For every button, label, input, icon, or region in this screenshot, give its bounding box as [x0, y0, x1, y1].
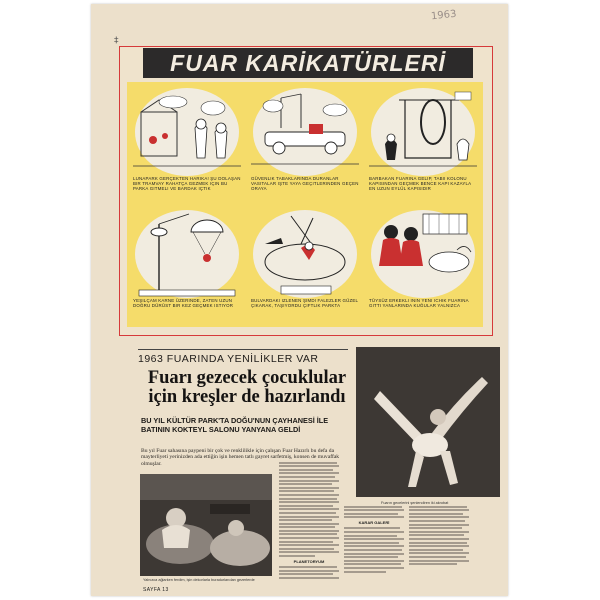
headline-line-1: Fuarı gezecek çocuklular: [147, 368, 347, 388]
page-folio: SAYFA 13: [143, 587, 169, 593]
cartoon-panel-4: [133, 210, 241, 322]
newspaper-page: [91, 4, 508, 596]
cartoon-panel-3: [369, 88, 477, 200]
cartoon-caption-5: BULVARDAKI IZLENEN ŞIMDI FALEZLER GÜZEL ÇIKARAK, TAŞIYORDU ÇIFTLIK PARKTA: [251, 298, 359, 308]
acrobats-photo: [356, 347, 500, 497]
column-subhead-1: PLANETORYUM: [293, 559, 325, 565]
cartoon-illustration-6: [369, 210, 477, 300]
article-headline: [137, 369, 357, 407]
kicker-rule: [138, 349, 348, 350]
article-column-1: [279, 460, 339, 580]
article-deck: [141, 416, 356, 434]
pencil-annotation: 1963: [430, 8, 457, 23]
cartoon-caption-4: YEŞILÇAM KARNE ÜZERINDE, ZATEN UZUN DOĞRU DÜRÜST BIR KEZ GEÇMEK ISTIYOR: [133, 298, 234, 308]
cartoon-caption-2: GÜVENLIK TABAKLARINDA DURANLAR VASITALAR IŞTE YAYA GEÇITLERINDEN GEÇEN ORAYA: [251, 176, 359, 191]
cartoon-illustration-3: [369, 88, 477, 178]
corner-mark: ‡: [114, 36, 119, 46]
deck-line-1: BU YIL KÜLTÜR PARK'TA DOĞU'NUN ÇAYHANESİ İLE: [141, 416, 329, 425]
section-banner: [143, 48, 473, 78]
cartoon-illustration-4: [133, 210, 241, 300]
cartoon-grid: [127, 82, 483, 327]
photo-illustration-1: [140, 474, 272, 576]
article-column-3: [409, 504, 469, 567]
deck-line-2: BATININ KOKTEYL SALONU YANYANA GELDİ: [141, 425, 301, 434]
article-kicker: 1963 FUARINDA YENİLİKLER VAR: [138, 353, 319, 365]
headline-line-2: için kreşler de hazırlandı: [148, 387, 346, 407]
photo-caption-1: Yalnızca ağlarken ferdim, işin dekorlarla buradurlarıdan gezerlerde: [143, 578, 255, 582]
cartoon-illustration-1: [133, 88, 241, 178]
article-column-2: [344, 504, 404, 574]
cartoon-panel-6: [369, 210, 477, 322]
cartoon-panel-1: [133, 88, 241, 200]
cartoon-caption-1: LUNAPARK GERÇEKTEN HARIKA! ŞU DOLAŞAN BIR TRAMVAY RAHATÇA GEZMEK IÇIN BU PARKA GITMELI VE BARDAK IÇTIK: [133, 176, 241, 191]
cartoon-caption-3: BARBAKAN FUARINA GELIP, TABII KOLONU KAPISINDAN GEÇMEK BENCE KAPI KAZAYLA EN UZUN EYLÜL KAPISIDIR: [369, 176, 472, 191]
cartoon-panel-2: [251, 88, 359, 200]
photo-illustration-2: [356, 347, 500, 497]
section-title: FUAR KARİKATÜRLERİ: [170, 49, 446, 76]
cartoon-caption-6: TÜYSÜZ ERKEKLI ININ YENI ICHIK FUARINA GITTI YANLARINDA KUĞULAR YALNIZCA: [369, 298, 469, 308]
cartoon-panel-5: [251, 210, 359, 322]
article-intro: Bu yıl Fuar sahasına paypeni bir çok ve renklilikle için çalışan Fuar Hazırlı bu defa da mayterliyeti yerinizden ada ettiğin işin hemen tatlı gayret sarfetmiş, konsen de muvaffak olmuşlar.: [141, 448, 340, 467]
cartoon-illustration-5: [251, 210, 359, 300]
photo-caption-2: Fuarın gecelerini şenlendiren iki akrobat: [381, 501, 449, 505]
bumper-cars-photo: [140, 474, 272, 576]
cartoon-illustration-2: [251, 88, 359, 178]
column-subhead-2: KARAR GALERİ: [358, 520, 390, 526]
